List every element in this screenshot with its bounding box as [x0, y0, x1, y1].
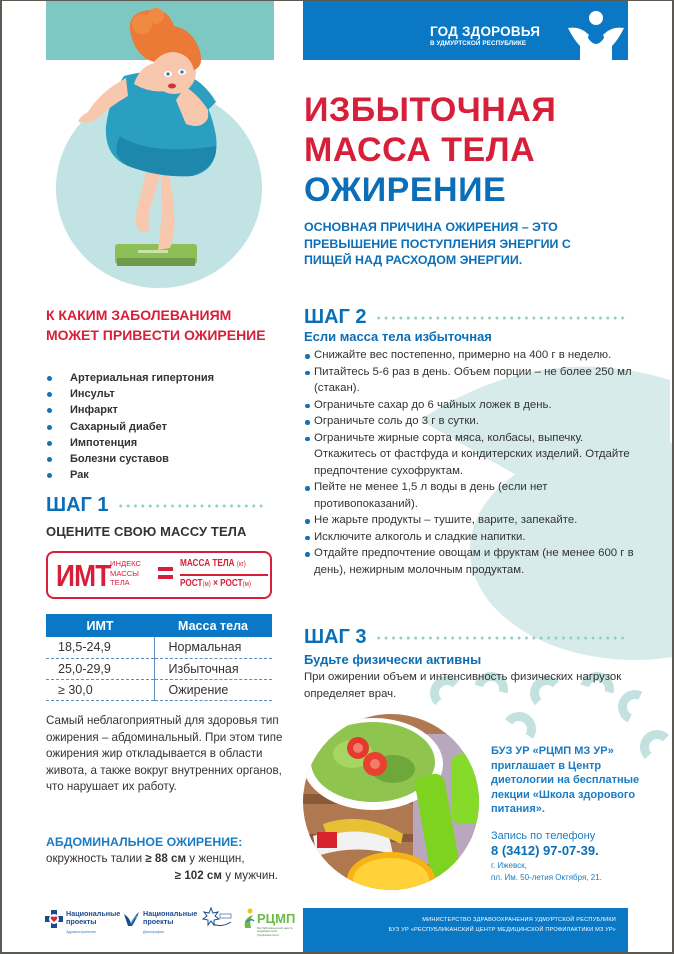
bullet-icon [305, 552, 310, 557]
bullet-icon [47, 473, 52, 478]
medical-cross-heart-icon [45, 910, 63, 928]
column-header-bmi: ИМТ [46, 614, 154, 637]
invitation-text: БУЗ УР «РЦМП МЗ УР» приглашает в Центр диетологии на бесплатные лекции «Школа здорового питания». [491, 745, 640, 815]
step-3-heading: ШАГ 3 [304, 626, 625, 649]
bullet-icon [305, 420, 310, 425]
logo-national-projects-health: Национальные проекты Здравоохранение [45, 910, 118, 936]
diseases-list [46, 370, 214, 483]
bullet-icon [47, 392, 52, 397]
lead-text: ОСНОВНАЯ ПРИЧИНА ОЖИРЕНИЯ – ЭТО ПРЕВЫШЕНИЕ ПОСТУПЛЕНИЯ ЭНЕРГИИ С ПИЩЕЙ НАД РАСХОДОМ ЭНЕРГИИ. [304, 220, 571, 267]
tip-item: Отдайте предпочтение овощам и фруктам (не менее 600 г в день), нежирным молочным продуктам. [304, 545, 644, 578]
step-3-text: При ожирении объем и интенсивность физических нагрузок определяет врач. [304, 671, 622, 700]
table-header-row [46, 614, 272, 637]
step-2-subtitle: Если масса тела избыточная [304, 329, 492, 344]
bullet-icon [305, 536, 310, 541]
angel-heart-icon [566, 10, 626, 60]
tip-item: Снижайте вес постепенно, примерно на 400 г в неделю. [304, 347, 644, 364]
disease-item: Импотенция [46, 435, 214, 451]
logo-rcmp: РЦМП Республиканский центр медицинской профилактики [243, 908, 295, 937]
bmi-table [46, 614, 272, 701]
tip-item: Питайтесь 5-6 раз в день. Объем порции – не более 250 мл (стакан). [304, 364, 644, 397]
bmi-abbr: ИМТ [56, 558, 111, 593]
disease-item: Инфаркт [46, 402, 214, 418]
bmi-words: ИНДЕКС МАССЫ ТЕЛА [110, 559, 141, 587]
disease-item: Артериальная гипертония [46, 370, 214, 386]
table-row: 18,5-24,9 Нормальная [46, 637, 272, 658]
bmi-denominator: РОСТ(м) × РОСТ(м) [180, 578, 251, 589]
title-line-2: МАССА ТЕЛА [304, 131, 536, 169]
abdominal-heading: АБДОМИНАЛЬНОЕ ОЖИРЕНИЕ: [46, 835, 243, 849]
footer-line-2: БУЗ УР «РЕСПУБЛИКАНСКИЙ ЦЕНТР МЕДИЦИНСКОЙ ПРОФИЛАКТИКИ МЗ УР» [388, 927, 616, 933]
bullet-icon [305, 371, 310, 376]
logo-national-projects-demography: Национальные проекты Демография [122, 910, 195, 936]
phone-number[interactable]: 8 (3412) 97-07-39. [491, 843, 599, 858]
diseases-heading: К КАКИМ ЗАБОЛЕВАНИЯМ МОЖЕТ ПРИВЕСТИ ОЖИРЕНИЕ [46, 307, 266, 343]
banner-title: ГОД ЗДОРОВЬЯ [430, 24, 541, 39]
dotted-divider [375, 316, 625, 320]
step-1-subtitle: ОЦЕНИТЕ СВОЮ МАССУ ТЕЛА [46, 524, 247, 539]
title-line-1: ИЗБЫТОЧНАЯ [304, 91, 557, 129]
dotted-divider [375, 636, 625, 640]
healthy-food-photo [303, 714, 479, 890]
table-row: ≥ 30,0 Ожирение [46, 679, 272, 700]
disease-item: Болезни суставов [46, 451, 214, 467]
leaf-figure-icon [243, 908, 255, 930]
bullet-icon [47, 408, 52, 413]
tip-item: Ограничьте сахар до 6 чайных ложек в день. [304, 397, 644, 414]
tip-item: Ограничьте соль до 3 г в сутки. [304, 413, 644, 430]
bullet-icon [47, 441, 52, 446]
bmi-formula-box [46, 551, 272, 599]
bullet-icon [47, 425, 52, 430]
bullet-icon [305, 486, 310, 491]
disease-item: Инсульт [46, 386, 214, 402]
footer-line-1: МИНИСТЕРСТВО ЗДРАВООХРАНЕНИЯ УДМУРТСКОЙ РЕСПУБЛИКИ [422, 917, 616, 923]
equals-sign-icon [158, 567, 173, 582]
fraction-line [180, 574, 268, 576]
title-line-3: ОЖИРЕНИЕ [304, 171, 507, 209]
step-1-heading: ШАГ 1 [46, 494, 267, 517]
ministry-emblem-icon [201, 906, 233, 932]
banner-subtitle: В УДМУРТСКОЙ РЕСПУБЛИКЕ [430, 40, 527, 47]
bullet-icon [305, 437, 310, 442]
bullet-icon [305, 519, 310, 524]
dove-icon [122, 910, 140, 928]
bmi-numerator: МАССА ТЕЛА (кг) [180, 558, 246, 569]
column-header-body-mass: Масса тела [154, 614, 272, 637]
tip-item: Пейте не менее 1,5 л воды в день (если нет противопоказаний). [304, 479, 644, 512]
waist-women: окружность талии ≥ 88 см у женщин, [46, 852, 245, 865]
record-label: Запись по телефону [491, 830, 596, 842]
bullet-icon [47, 457, 52, 462]
step-2-heading: ШАГ 2 [304, 306, 625, 329]
bullet-icon [305, 354, 310, 359]
tip-item: Ограничьте жирные сорта мяса, колбасы, выпечку. Откажитесь от фастфуда и кондитерских изделий. Отдайте предпочтение сухофруктам. [304, 430, 644, 480]
decorative-arc [499, 709, 538, 748]
bullet-icon [47, 376, 52, 381]
dotted-divider [117, 504, 267, 508]
waist-men: ≥ 102 см у мужчин. [174, 869, 278, 882]
abdominal-description: Самый неблагоприятный для здоровья тип ожирения – абдоминальный. При этом типе ожирения жир откладывается в области живота, а также вокруг внутренних органов, что нарушает их работу. [46, 714, 283, 794]
tip-item: Исключите алкоголь и сладкие напитки. [304, 529, 644, 546]
woman-on-scale-illustration [70, 6, 240, 276]
step-3-subtitle: Будьте физически активны [304, 652, 482, 667]
tip-item: Не жарьте продукты – тушите, варите, запекайте. [304, 512, 644, 529]
address: г. Ижевск, пл. Им. 50-летия Октября, 21. [491, 861, 602, 882]
bullet-icon [305, 404, 310, 409]
table-row: 25,0-29,9 Избыточная [46, 658, 272, 679]
step-2-tips [304, 347, 644, 578]
disease-item: Рак [46, 467, 214, 483]
disease-item: Сахарный диабет [46, 419, 214, 435]
